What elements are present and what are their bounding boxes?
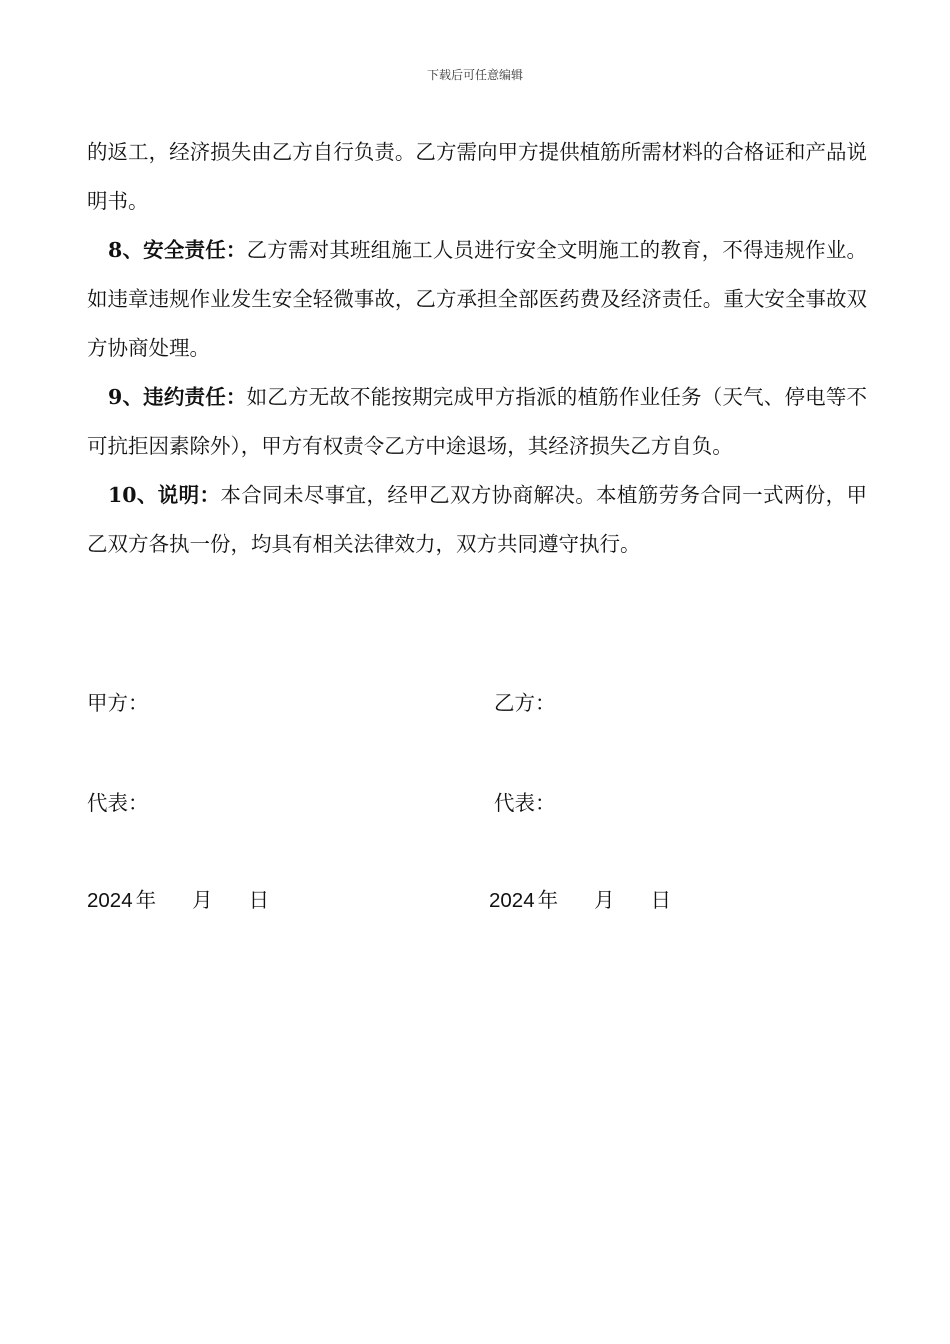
date-b-year: 2024	[489, 889, 535, 912]
date-b	[489, 883, 671, 913]
clause-notes	[87, 471, 867, 569]
date-a-year-unit: 年	[135, 888, 157, 912]
representative-b-label: 代表：	[494, 791, 556, 815]
party-a-label: 甲方：	[87, 691, 149, 715]
signature-date-row	[87, 883, 867, 923]
clause-label: 8、安全责任：	[108, 238, 247, 262]
date-b-month: 月	[594, 888, 615, 912]
paragraph-text: 的返工，经济损失由乙方自行负责。乙方需向甲方提供植筋所需材料的合格证和产品说明书。	[87, 140, 867, 213]
contract-body	[87, 128, 867, 569]
date-a-year: 2024	[87, 889, 133, 912]
clause-label: 9、违约责任：	[108, 385, 247, 409]
page-header: 下载后可任意编辑	[426, 68, 523, 82]
date-a-day: 日	[248, 888, 270, 912]
date-a-month: 月	[192, 888, 213, 912]
signature-party-row	[87, 686, 867, 726]
party-b-label: 乙方：	[494, 691, 556, 715]
date-b-year-unit: 年	[537, 888, 559, 912]
clause-text: 本合同未尽事宜，经甲乙双方协商解决。本植筋劳务合同一式两份，甲乙双方各执一份，均具有相关法律效力，双方共同遵守执行。	[87, 483, 868, 556]
clause-label: 10、说明：	[108, 483, 221, 507]
clause-breach-liability	[87, 373, 867, 471]
date-b-day: 日	[650, 888, 672, 912]
signature-representative-row	[87, 786, 867, 826]
date-a	[87, 883, 269, 913]
paragraph-continuation	[87, 128, 867, 226]
representative-a-label: 代表：	[87, 791, 149, 815]
clause-text: 如乙方无故不能按期完成甲方指派的植筋作业任务（天气、停电等不可抗拒因素除外），甲方有权责令乙方中途退场，其经济损失乙方自负。	[87, 385, 868, 458]
clause-safety-responsibility	[87, 226, 867, 373]
clause-text: 乙方需对其班组施工人员进行安全文明施工的教育，不得违规作业。如违章违规作业发生安全轻微事故，乙方承担全部医药费及经济责任。重大安全事故双方协商处理。	[87, 238, 868, 360]
